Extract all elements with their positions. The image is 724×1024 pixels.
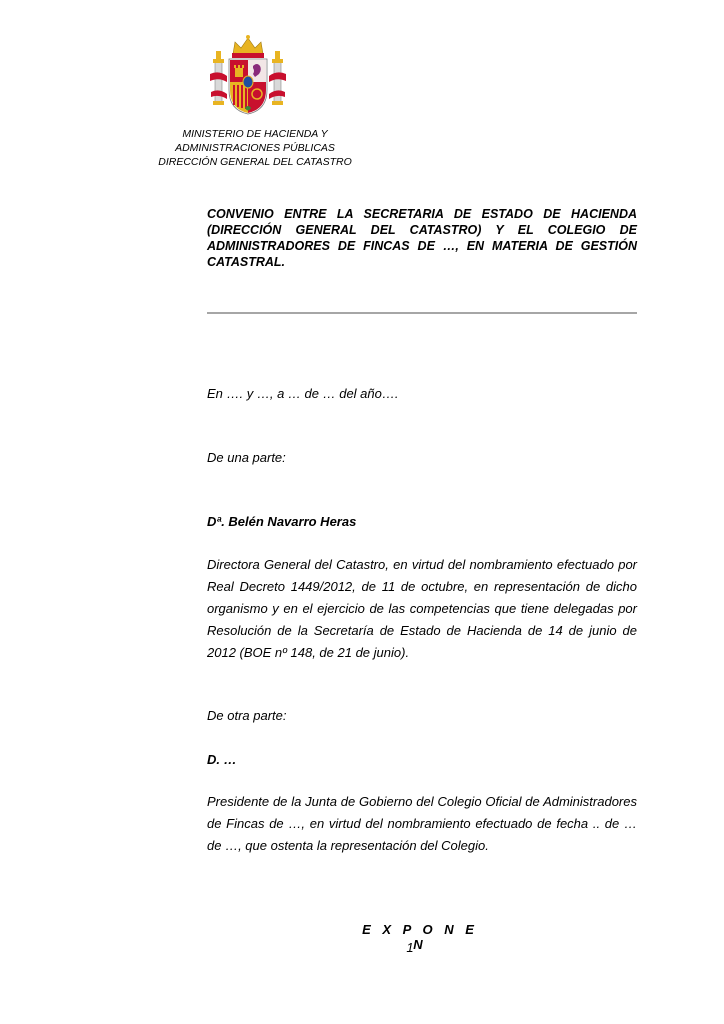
ministry-line-3: DIRECCIÓN GENERAL DEL CATASTRO: [158, 156, 352, 168]
ministry-header: [140, 127, 370, 169]
page-number: 1: [406, 940, 414, 955]
document-title: CONVENIO ENTRE LA SECRETARIA DE ESTADO DE HACIENDA (DIRECCIÓN GENERAL DEL CATASTRO) Y EL COLEGIO DE ADMINISTRADORES DE FINCAS DE …, EN MATERIA DE GESTIÓN CATASTRAL.: [207, 207, 637, 269]
party1-name: Dª. Belén Navarro Heras: [207, 514, 357, 529]
party1-intro: De una parte:: [207, 450, 286, 465]
party1-description: Directora General del Catastro, en virtud del nombramiento efectuado por Real Decreto 1449/2012, de 11 de octubre, en representación de dicho organismo y en el ejercicio de las competencias que tiene delegadas por Resolución de la Secretaría de Estado de Hacienda de 14 de junio de 2012 (BOE nº 148, de 21 de junio).: [207, 557, 637, 660]
ministry-line-2: ADMINISTRACIONES PÚBLICAS: [175, 142, 335, 154]
spain-coat-of-arms-icon: [207, 34, 289, 118]
title-divider: [207, 312, 637, 314]
party2-name: D. …: [207, 752, 237, 767]
place-date-line: En …. y …, a … de … del año….: [207, 386, 399, 401]
ministry-line-1: MINISTERIO DE HACIENDA Y: [182, 128, 328, 140]
section-heading-exponen: E X P O N E N: [362, 922, 478, 952]
party2-description: Presidente de la Junta de Gobierno del Colegio Oficial de Administradores de Fincas de …, en virtud del nombramiento efectuado de fecha .. de … de …, que ostenta la representación del Colegio.: [207, 794, 637, 853]
party2-intro: De otra parte:: [207, 708, 287, 723]
